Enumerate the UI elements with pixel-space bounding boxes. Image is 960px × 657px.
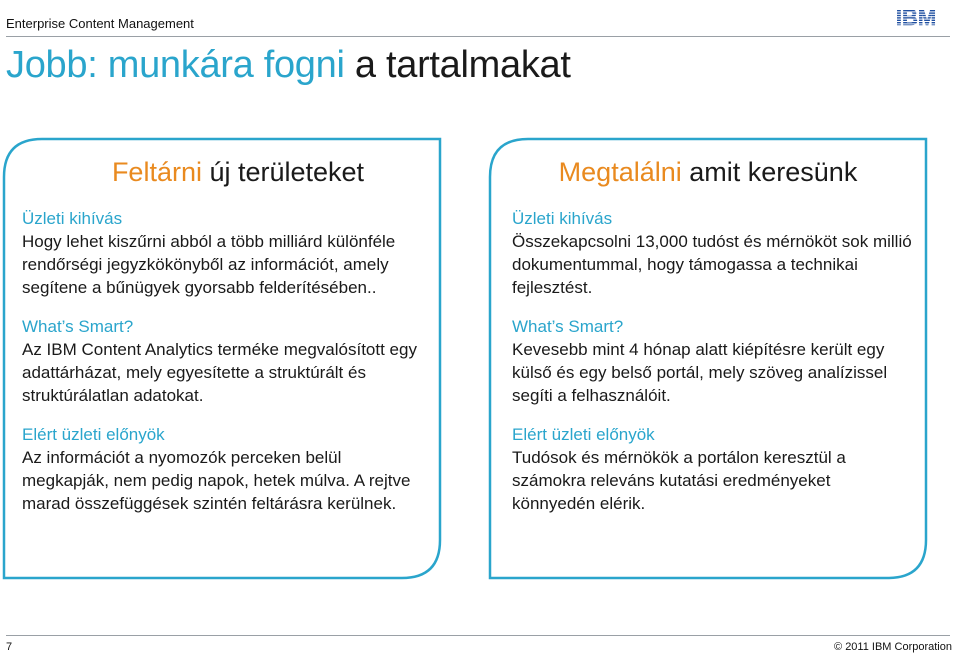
section-heading: What’s Smart?	[22, 317, 134, 336]
section-text: Az IBM Content Analytics terméke megvalósított egy adattárházat, mely egyesítette a struktúrált és struktúrálatlan adatokat.	[22, 340, 417, 405]
page-title	[6, 44, 571, 87]
header-label: Enterprise Content Management	[6, 16, 194, 31]
copyright-notice: © 2011 IBM Corporation	[834, 641, 952, 653]
ibm-logo-stripe	[882, 9, 950, 10]
section-heading: Elért üzleti előnyök	[512, 425, 655, 444]
header-divider	[6, 36, 950, 37]
section-heading: Üzleti kihívás	[22, 209, 123, 228]
card-title-highlight: Megtalálni	[558, 157, 682, 187]
section-text: Tudósok és mérnökök a portálon keresztül a számokra releváns kutatási eredményeket könnyedén elérik.	[512, 448, 846, 513]
ibm-logo-stripe	[882, 14, 950, 15]
card-title-rest: új területeket	[201, 157, 365, 187]
card-title-highlight: Feltárni	[111, 157, 202, 187]
card-megtalalni	[488, 137, 928, 580]
footer-divider	[6, 635, 950, 636]
ibm-logo-stripe	[882, 26, 950, 27]
section-heading: Üzleti kihívás	[512, 209, 613, 228]
section-text: Az információt a nyomozók perceken belül megkapják, nem pedig napok, hetek múlva. A rejtve marad összefüggések szintén feltárásra kerülnek.	[22, 448, 411, 513]
ibm-logo-stripe	[882, 23, 950, 24]
ibm-logo	[882, 6, 950, 28]
ibm-logo-stripe	[882, 19, 950, 20]
card-body	[512, 207, 912, 531]
page-number: 7	[6, 641, 13, 653]
card-title	[18, 157, 458, 188]
section-text: Kevesebb mint 4 hónap alatt kiépítésre került egy külső és egy belső portál, mely szöveg analízissel segíti a felhasználóit.	[512, 340, 888, 405]
ibm-logo-stripe	[882, 21, 950, 22]
card-title-rest: amit keresünk	[681, 157, 858, 187]
page-title-rest: a tartalmakat	[344, 44, 571, 86]
card-title	[488, 157, 928, 188]
section-heading: What’s Smart?	[512, 317, 624, 336]
ibm-logo-stripe	[882, 16, 950, 17]
card-body	[22, 207, 432, 531]
page-title-accent: Jobb: munkára fogni	[6, 44, 345, 86]
section-heading: Elért üzleti előnyök	[22, 425, 165, 444]
card-feltarni	[2, 137, 442, 580]
section-text: Hogy lehet kiszűrni abból a több milliárd különféle rendőrségi jegyzkökönyből az információt, amely segítene a bűnügyek gyorsabb felderítésében..	[22, 232, 396, 297]
ibm-logo-stripe	[882, 11, 950, 12]
section-text: Összekapcsolni 13,000 tudóst és mérnököt sok millió dokumentummal, hogy támogassa a technikai fejlesztést.	[512, 232, 912, 297]
